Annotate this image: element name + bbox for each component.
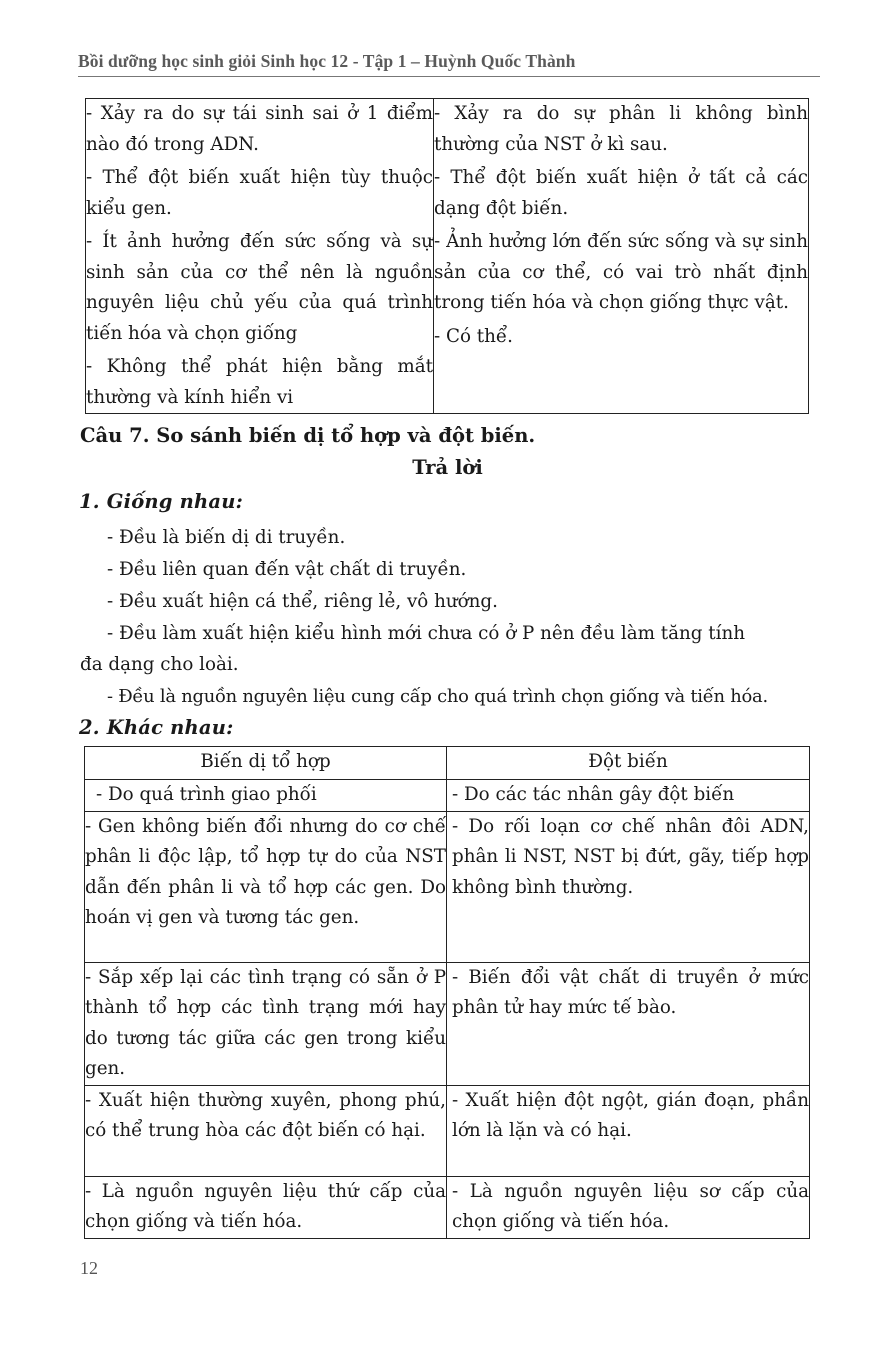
table-cell: - Xuất hiện thường xuyên, phong phú, có thể trung hòa các đột biến có hại. [85,1085,447,1176]
table-cell: - Sắp xếp lại các tình trạng có sẵn ở P thành tổ hợp các tình trạng mới hay do tương tác giữa các gen trong kiểu gen. [85,962,447,1085]
question-heading: Câu 7. So sánh biến dị tổ hợp và đột biến. [80,424,536,447]
table-row [85,962,810,1085]
cell-text: - Xảy ra do sự tái sinh sai ở 1 điểm nào đó trong ADN. [86,103,433,155]
list-item: - Đều xuất hiện cá thể, riêng lẻ, vô hướng. [107,591,498,612]
table-cell: - Là nguồn nguyên liệu thứ cấp của chọn giống và tiến hóa. [85,1176,447,1238]
list-item: - Đều là biến dị di truyền. [107,527,346,548]
cell-text: - Xảy ra do sự phân li không bình thường của NST ở kì sau. [434,103,808,155]
table-header-row [85,747,810,780]
running-header: Bồi dưỡng học sinh giỏi Sinh học 12 - Tập 1 – Huỳnh Quốc Thành [78,51,576,71]
table-cell: - Do quá trình giao phối [85,780,447,812]
page-number: 12 [80,1258,98,1278]
cell-text: - Thể đột biến xuất hiện tùy thuộc kiểu gen. [86,167,433,219]
cell-text: - Ảnh hưởng lớn đến sức sống và sự sinh sản của cơ thể, có vai trò nhất định trong tiến hóa và chọn giống thực vật. [434,231,808,313]
table-row [85,780,810,812]
answer-label: Trả lời [412,456,483,479]
column-header: Đột biến [447,747,810,780]
table-row [85,1176,810,1238]
table-cell: - Do các tác nhân gây đột biến [447,780,810,812]
header-rule [78,76,820,77]
list-item: - Đều là nguồn nguyên liệu cung cấp cho quá trình chọn giống và tiến hóa. [107,685,768,707]
similarities-list [80,523,819,714]
column-header: Biến dị tổ hợp [85,747,447,780]
mutation-comparison-table-continued [85,98,809,414]
cell-text: - Có thể. [434,325,513,347]
cell-text: - Không thể phát hiện bằng mắt thường và kính hiển vi [86,356,433,408]
table-cell-right [434,99,809,414]
section-title-similar: 1. Giống nhau: [79,490,243,513]
combination-vs-mutation-table [84,746,810,1239]
cell-text: - Ít ảnh hưởng đến sức sống và sự sinh sản của cơ thể nên là nguồn nguyên liệu chủ yếu của quá trình tiến hóa và chọn giống [86,231,433,344]
section-title-different: 2. Khác nhau: [79,716,234,739]
list-item-continuation: đa dạng cho loài. [80,653,239,675]
table-row [85,1085,810,1176]
table-row [85,811,810,962]
table-cell: - Gen không biến đổi nhưng do cơ chế phân li độc lập, tổ hợp tự do của NST dẫn đến phân li và tổ hợp các gen. Do hoán vị gen và tương tác gen. [85,811,447,962]
table-cell: - Là nguồn nguyên liệu sơ cấp của chọn giống và tiến hóa. [447,1176,810,1238]
cell-text: - Thể đột biến xuất hiện ở tất cả các dạng đột biến. [434,167,808,219]
list-item: - Đều làm xuất hiện kiểu hình mới chưa có ở P nên đều làm tăng tính [107,623,746,644]
table-row [86,99,809,414]
table-cell: - Do rối loạn cơ chế nhân đôi ADN, phân li NST, NST bị đứt, gãy, tiếp hợp không bình thường. [447,811,810,962]
table-cell: - Biến đổi vật chất di truyền ở mức phân tử hay mức tế bào. [447,962,810,1085]
list-item: - Đều liên quan đến vật chất di truyền. [107,559,467,580]
table-cell: - Xuất hiện đột ngột, gián đoạn, phần lớn là lặn và có hại. [447,1085,810,1176]
table-cell-left [86,99,434,414]
